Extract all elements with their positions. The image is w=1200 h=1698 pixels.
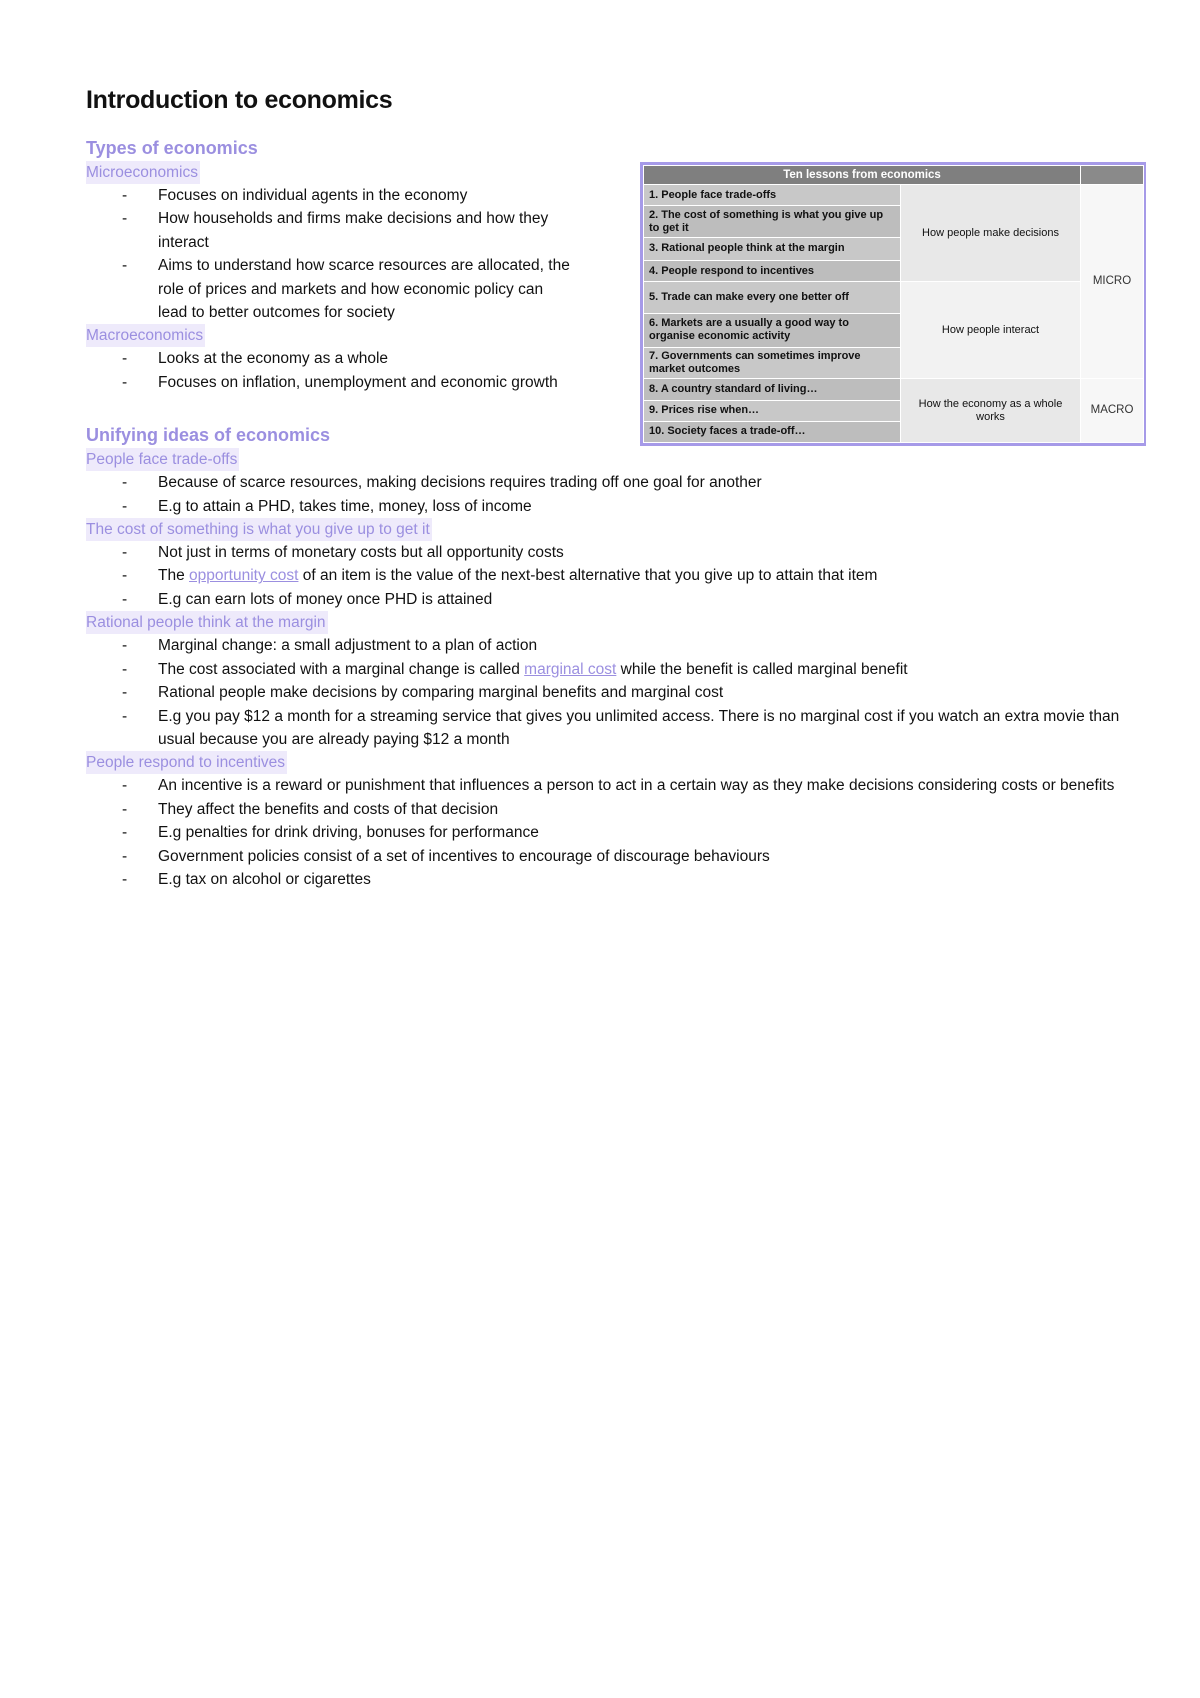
- table-row: 6. Markets are a usually a good way to organise economic activity: [644, 313, 901, 347]
- scope-macro: MACRO: [1081, 379, 1144, 443]
- cost-list: [86, 541, 1146, 611]
- incentives-heading: People respond to incentives: [86, 751, 287, 774]
- list-item: - E.g penalties for drink driving, bonuses for performance: [86, 821, 1146, 844]
- list-item: - Rational people make decisions by comparing marginal benefits and marginal cost: [86, 681, 1146, 704]
- table-row: 10. Society faces a trade-off…: [644, 421, 901, 442]
- text-run: The cost associated with a marginal change is called: [158, 660, 525, 678]
- list-item: - Because of scarce resources, making decisions requires trading off one goal for another: [86, 471, 1146, 494]
- list-item: - Aims to understand how scarce resources are allocated, the role of prices and markets and how economic policy can lead to better outcomes for society: [86, 254, 576, 324]
- marginal-cost-link[interactable]: marginal cost: [524, 660, 617, 678]
- unifying-heading: Unifying ideas of economics: [86, 425, 331, 446]
- group-economy: How the economy as a whole works: [901, 379, 1081, 443]
- tradeoffs-heading: People face trade-offs: [86, 448, 239, 471]
- group-interact: How people interact: [901, 282, 1081, 379]
- text-run: while the benefit is called marginal benefit: [616, 660, 908, 678]
- table-row: 1. People face trade-offs: [644, 185, 901, 206]
- ten-lessons-table: [640, 162, 1146, 446]
- list-item: - Looks at the economy as a whole: [86, 347, 576, 370]
- macro-heading: Macroeconomics: [86, 324, 205, 347]
- text-run: The: [158, 567, 190, 585]
- list-item: - E.g to attain a PHD, takes time, money, loss of income: [86, 495, 1146, 518]
- table-row: 9. Prices rise when…: [644, 400, 901, 421]
- macro-list: [86, 347, 576, 394]
- unifying-section: [86, 422, 1146, 891]
- micro-list: [86, 184, 576, 324]
- list-item: - How households and firms make decisions and how they interact: [86, 207, 576, 254]
- types-heading: Types of economics: [86, 138, 258, 158]
- types-section: [86, 135, 576, 394]
- table-row: 8. A country standard of living…: [644, 379, 901, 400]
- list-item: - E.g tax on alcohol or cigarettes: [86, 868, 1146, 891]
- list-item: - They affect the benefits and costs of that decision: [86, 798, 1146, 821]
- table-row: 7. Governments can sometimes improve market outcomes: [644, 347, 901, 379]
- cost-heading: The cost of something is what you give up to get it: [86, 518, 432, 541]
- table-header-blank: [1081, 166, 1144, 185]
- table-header: Ten lessons from economics: [644, 166, 1081, 185]
- list-item: - E.g you pay $12 a month for a streaming service that gives you unlimited access. There is no marginal cost if you watch an extra movie than usual because you are already paying $12 a month: [86, 705, 1146, 752]
- margin-heading: Rational people think at the margin: [86, 611, 328, 634]
- opportunity-cost-link[interactable]: opportunity cost: [189, 567, 299, 585]
- list-item: - E.g can earn lots of money once PHD is attained: [86, 588, 1146, 611]
- list-item: - Focuses on individual agents in the economy: [86, 184, 576, 207]
- group-decisions: How people make decisions: [901, 185, 1081, 282]
- micro-heading: Microeconomics: [86, 161, 200, 184]
- table-row: 3. Rational people think at the margin: [644, 237, 901, 260]
- incentives-list: [86, 774, 1146, 891]
- margin-list: [86, 634, 1146, 751]
- tradeoffs-list: [86, 471, 1146, 518]
- table-row: 5. Trade can make every one better off: [644, 282, 901, 314]
- table-row: 4. People respond to incentives: [644, 261, 901, 282]
- list-item: - Marginal change: a small adjustment to a plan of action: [86, 634, 1146, 657]
- list-item: - Focuses on inflation, unemployment and economic growth: [86, 371, 576, 394]
- text-run: of an item is the value of the next-best alternative that you give up to attain that item: [298, 567, 878, 585]
- list-item: - An incentive is a reward or punishment that influences a person to act in a certain way as they make decisions considering costs or benefits: [86, 774, 1146, 797]
- list-item: - Government policies consist of a set of incentives to encourage of discourage behaviours: [86, 845, 1146, 868]
- list-item: [86, 564, 1146, 587]
- list-item: [86, 658, 1146, 681]
- table-row: 2. The cost of something is what you give up to get it: [644, 206, 901, 238]
- scope-micro: MICRO: [1081, 185, 1144, 379]
- page-title: Introduction to economics: [86, 86, 393, 114]
- list-item: - Not just in terms of monetary costs but all opportunity costs: [86, 541, 1146, 564]
